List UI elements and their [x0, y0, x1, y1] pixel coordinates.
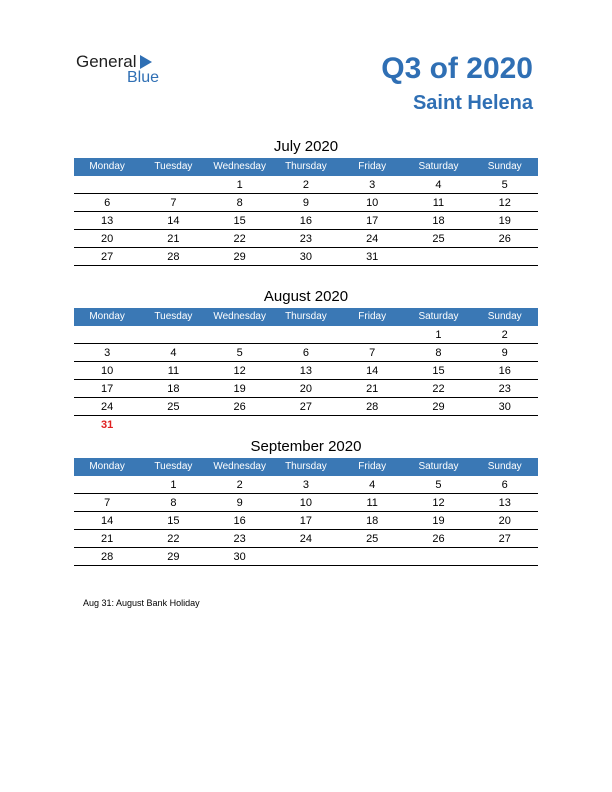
weekday-label: Saturday [418, 461, 459, 472]
weekday-label: Tuesday [154, 161, 193, 172]
day-cell: 19 [432, 515, 445, 527]
weekday-label: Monday [89, 311, 125, 322]
day-cell [273, 548, 339, 565]
day-cell: 16 [233, 515, 246, 527]
day-cell [207, 326, 273, 343]
weekday-header [74, 308, 538, 326]
day-cell: 7 [104, 497, 111, 509]
day-cell: 17 [366, 215, 379, 227]
day-cell: 2 [501, 329, 508, 341]
day-cell: 21 [101, 533, 114, 545]
day-cell: 11 [366, 497, 378, 509]
weekday-label: Friday [358, 161, 387, 172]
page-title: Q3 of 2020 [381, 52, 533, 85]
week-row [74, 416, 538, 434]
day-cell: 3 [369, 179, 376, 191]
day-cell [207, 416, 273, 434]
logo-flag-icon [140, 55, 152, 69]
day-cell: 13 [101, 215, 114, 227]
weekday-label: Thursday [285, 161, 327, 172]
day-cell: 24 [366, 233, 379, 245]
day-cell: 14 [366, 365, 379, 377]
day-cell [74, 326, 140, 343]
day-cell [140, 176, 206, 193]
day-cell: 9 [501, 347, 508, 359]
day-cell [140, 416, 206, 434]
day-cell: 18 [366, 515, 379, 527]
week-row [74, 212, 538, 230]
week-row [74, 530, 538, 548]
week-row [74, 380, 538, 398]
day-cell: 30 [498, 401, 511, 413]
logo [76, 52, 176, 88]
day-cell: 8 [435, 347, 442, 359]
month-september [74, 436, 538, 566]
day-cell: 15 [167, 515, 180, 527]
week-row [74, 548, 538, 566]
day-cell [74, 476, 140, 493]
day-cell: 29 [432, 401, 445, 413]
day-cell [472, 248, 538, 265]
logo-general-text: General [76, 52, 137, 71]
day-cell [405, 248, 471, 265]
day-cell [273, 326, 339, 343]
day-cell: 26 [498, 233, 511, 245]
day-cell: 9 [236, 497, 243, 509]
day-cell: 24 [101, 401, 114, 413]
day-cell: 28 [366, 401, 379, 413]
day-cell [405, 548, 471, 565]
day-cell: 16 [498, 365, 511, 377]
weekday-label: Monday [89, 161, 125, 172]
day-cell: 26 [233, 401, 246, 413]
weekday-label: Friday [358, 461, 387, 472]
day-cell: 21 [167, 233, 180, 245]
day-cell: 16 [299, 215, 313, 227]
day-cell [140, 326, 206, 343]
day-cell: 29 [167, 551, 180, 563]
day-cell: 17 [101, 383, 114, 395]
day-cell [339, 416, 405, 434]
weekday-label: Monday [89, 461, 125, 472]
day-cell: 30 [233, 551, 246, 563]
day-cell: 2 [302, 179, 309, 191]
weekday-label: Tuesday [154, 311, 193, 322]
weekday-label: Tuesday [154, 461, 193, 472]
day-cell [405, 416, 471, 434]
day-cell: 12 [432, 497, 445, 509]
day-cell: 10 [299, 497, 313, 509]
day-cell: 20 [101, 233, 114, 245]
day-cell: 12 [233, 365, 246, 377]
day-cell [273, 416, 339, 434]
day-cell: 25 [366, 533, 379, 545]
logo-blue-text: Blue [127, 69, 160, 86]
day-cell: 3 [104, 347, 111, 359]
week-row [74, 512, 538, 530]
day-cell: 12 [498, 197, 511, 209]
week-row [74, 344, 538, 362]
day-cell: 10 [366, 197, 379, 209]
day-cell [472, 416, 538, 434]
day-cell: 10 [101, 365, 114, 377]
day-cell: 15 [233, 215, 246, 227]
day-cell: 8 [170, 497, 177, 509]
day-cell: 4 [170, 347, 177, 359]
day-cell: 25 [167, 401, 180, 413]
day-cell: 5 [236, 347, 243, 359]
day-cell: 2 [236, 479, 243, 491]
weekday-label: Wednesday [213, 161, 266, 172]
day-cell: 28 [167, 251, 180, 263]
day-cell: 19 [233, 383, 246, 395]
weekday-label: Sunday [487, 461, 522, 472]
day-cell: 5 [501, 179, 508, 191]
month-august [74, 286, 538, 434]
day-cell: 23 [498, 383, 511, 395]
day-cell: 22 [432, 383, 445, 395]
day-cell: 19 [498, 215, 511, 227]
day-cell: 7 [369, 347, 376, 359]
day-cell: 13 [299, 365, 313, 377]
weekday-label: Saturday [418, 161, 459, 172]
day-cell: 22 [167, 533, 180, 545]
week-row [74, 230, 538, 248]
week-row [74, 194, 538, 212]
day-cell: 6 [302, 347, 309, 359]
weekday-header [74, 458, 538, 476]
day-cell: 27 [299, 401, 313, 413]
day-cell [74, 176, 140, 193]
day-cell: 24 [299, 533, 313, 545]
day-cell: 7 [170, 197, 177, 209]
day-cell: 31 [366, 251, 379, 263]
weekday-label: Thursday [285, 461, 327, 472]
week-row [74, 398, 538, 416]
day-cell: 20 [498, 515, 511, 527]
day-cell: 29 [233, 251, 246, 263]
weekday-header [74, 158, 538, 176]
day-cell: 23 [233, 533, 246, 545]
day-cell: 22 [233, 233, 246, 245]
day-cell: 26 [432, 533, 445, 545]
day-cell: 11 [432, 197, 445, 209]
day-cell [339, 548, 405, 565]
day-cell: 11 [167, 365, 180, 377]
day-cell: 4 [435, 179, 442, 191]
page-subtitle: Saint Helena [412, 92, 533, 114]
week-row [74, 176, 538, 194]
week-row [74, 326, 538, 344]
weekday-label: Wednesday [213, 311, 266, 322]
day-cell: 14 [167, 215, 180, 227]
day-cell: 27 [498, 533, 511, 545]
day-cell: 8 [236, 197, 243, 209]
week-row [74, 362, 538, 380]
day-cell: 20 [299, 383, 313, 395]
day-cell: 27 [101, 251, 114, 263]
day-cell: 13 [498, 497, 511, 509]
holiday-note: Aug 31: August Bank Holiday [83, 598, 200, 608]
week-row [74, 476, 538, 494]
week-row [74, 494, 538, 512]
day-cell: 14 [101, 515, 114, 527]
day-cell: 21 [366, 383, 379, 395]
day-cell: 3 [302, 479, 309, 491]
day-cell: 6 [104, 197, 111, 209]
day-cell: 6 [501, 479, 508, 491]
holiday-day-cell: 31 [101, 419, 114, 431]
day-cell: 1 [236, 179, 243, 191]
day-cell: 18 [432, 215, 445, 227]
month-title: September 2020 [250, 438, 362, 455]
day-cell: 1 [170, 479, 177, 491]
day-cell: 25 [432, 233, 445, 245]
day-cell: 28 [101, 551, 114, 563]
day-cell: 1 [435, 329, 442, 341]
weekday-label: Sunday [487, 161, 522, 172]
month-title: July 2020 [273, 138, 339, 155]
day-cell: 9 [302, 197, 309, 209]
day-cell: 17 [299, 515, 313, 527]
weekday-label: Sunday [487, 311, 522, 322]
day-cell [472, 548, 538, 565]
weekday-label: Thursday [285, 311, 327, 322]
month-title: August 2020 [263, 288, 349, 305]
day-cell: 5 [435, 479, 442, 491]
weekday-label: Saturday [418, 311, 459, 322]
day-cell [339, 326, 405, 343]
week-row [74, 248, 538, 266]
day-cell: 15 [432, 365, 445, 377]
day-cell: 30 [299, 251, 313, 263]
day-cell: 23 [299, 233, 313, 245]
day-cell: 4 [369, 479, 376, 491]
weekday-label: Wednesday [213, 461, 266, 472]
month-july [74, 136, 538, 266]
weekday-label: Friday [358, 311, 387, 322]
day-cell: 18 [167, 383, 180, 395]
